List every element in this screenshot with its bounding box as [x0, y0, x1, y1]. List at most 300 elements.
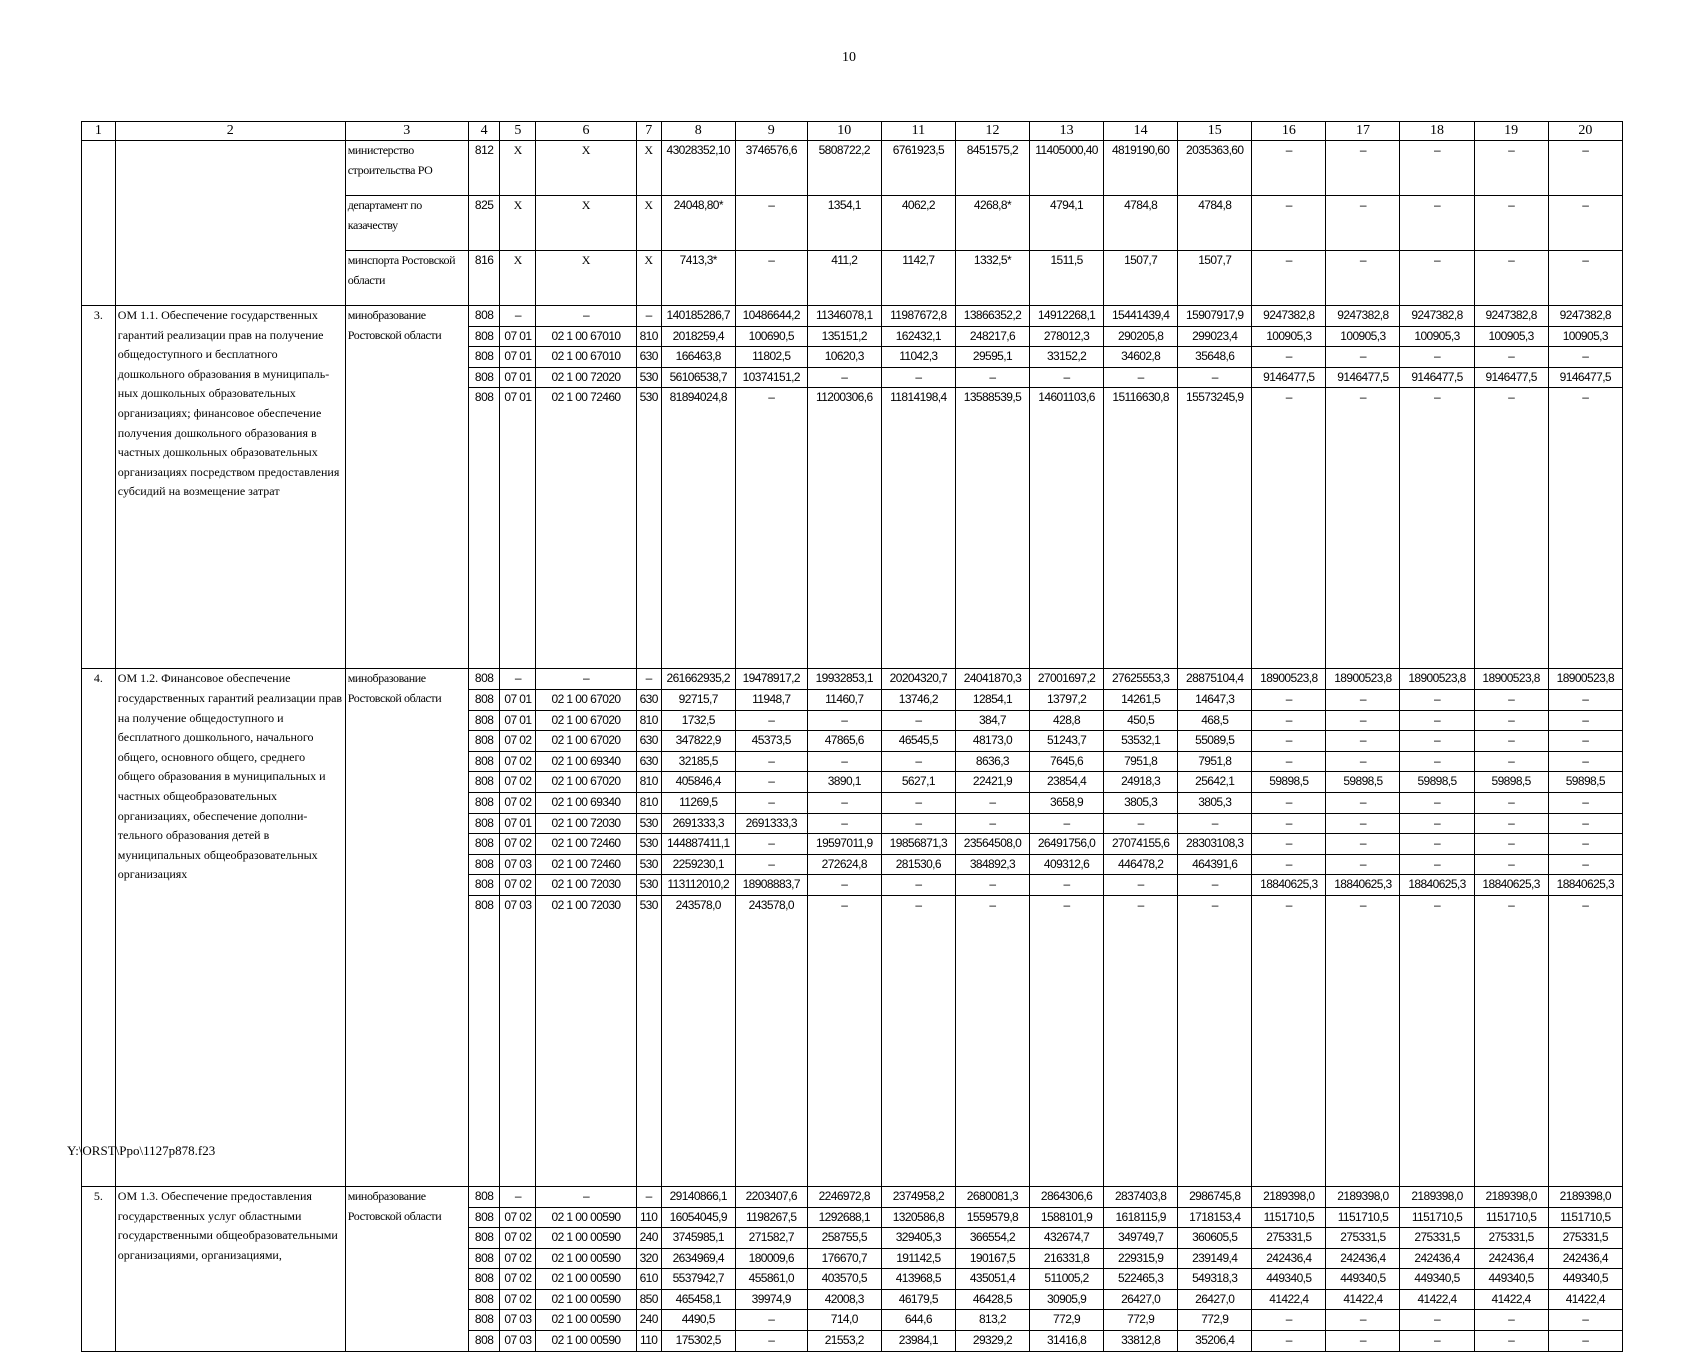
- value-cell: –: [807, 813, 881, 834]
- rzpr-cell: X: [500, 141, 536, 196]
- rzpr-cell: 07 01: [500, 689, 536, 710]
- rzpr-cell: 07 01: [500, 388, 536, 669]
- value-cell: 53532,1: [1104, 731, 1178, 752]
- vr-cell: X: [636, 196, 661, 251]
- value-cell: –: [1400, 196, 1474, 251]
- value-cell: 405846,4: [661, 772, 735, 793]
- value-cell: –: [1474, 1310, 1548, 1331]
- value-cell: 18908883,7: [735, 875, 807, 896]
- value-cell: 135151,2: [807, 326, 881, 347]
- value-cell: 2691333,3: [661, 813, 735, 834]
- value-cell: –: [1400, 388, 1474, 669]
- value-cell: 13797,2: [1030, 689, 1104, 710]
- rzpr-cell: –: [500, 669, 536, 690]
- value-cell: 1507,7: [1178, 251, 1252, 306]
- csr-cell: 02 1 00 00590: [536, 1310, 636, 1331]
- value-cell: 4268,8*: [955, 196, 1029, 251]
- value-cell: 450,5: [1104, 710, 1178, 731]
- value-cell: 411,2: [807, 251, 881, 306]
- gbrs-cell: 808: [468, 751, 500, 772]
- gbrs-cell: 808: [468, 1269, 500, 1290]
- value-cell: –: [1326, 141, 1400, 196]
- csr-cell: 02 1 00 72030: [536, 895, 636, 1186]
- rzpr-cell: 07 01: [500, 347, 536, 368]
- value-cell: –: [1252, 141, 1326, 196]
- value-cell: –: [807, 895, 881, 1186]
- value-cell: 9247382,8: [1252, 306, 1326, 327]
- value-cell: 449340,5: [1474, 1269, 1548, 1290]
- vr-cell: X: [636, 141, 661, 196]
- value-cell: 42008,3: [807, 1289, 881, 1310]
- value-cell: 51243,7: [1030, 731, 1104, 752]
- vr-cell: 610: [636, 1269, 661, 1290]
- value-cell: –: [881, 875, 955, 896]
- value-cell: 275331,5: [1252, 1228, 1326, 1249]
- value-cell: 35648,6: [1178, 347, 1252, 368]
- rzpr-cell: –: [500, 306, 536, 327]
- value-cell: 1151710,5: [1252, 1207, 1326, 1228]
- rzpr-cell: 07 03: [500, 895, 536, 1186]
- value-cell: 464391,6: [1178, 854, 1252, 875]
- csr-cell: 02 1 00 00590: [536, 1289, 636, 1310]
- value-cell: 449340,5: [1326, 1269, 1400, 1290]
- value-cell: 190167,5: [955, 1248, 1029, 1269]
- value-cell: 4490,5: [661, 1310, 735, 1331]
- value-cell: 9247382,8: [1326, 306, 1400, 327]
- value-cell: 522465,3: [1104, 1269, 1178, 1290]
- vr-cell: –: [636, 1186, 661, 1207]
- value-cell: 13746,2: [881, 689, 955, 710]
- rzpr-cell: 07 01: [500, 367, 536, 388]
- value-cell: 162432,1: [881, 326, 955, 347]
- value-cell: 366554,2: [955, 1228, 1029, 1249]
- value-cell: 27625553,3: [1104, 669, 1178, 690]
- value-cell: –: [1030, 813, 1104, 834]
- value-cell: –: [955, 895, 1029, 1186]
- value-cell: 347822,9: [661, 731, 735, 752]
- value-cell: –: [1474, 895, 1548, 1186]
- csr-cell: –: [536, 669, 636, 690]
- vr-cell: 810: [636, 710, 661, 731]
- csr-cell: 02 1 00 00590: [536, 1331, 636, 1352]
- value-cell: 1198267,5: [735, 1207, 807, 1228]
- value-cell: –: [1104, 813, 1178, 834]
- gbrs-cell: 808: [468, 388, 500, 669]
- value-cell: 409312,6: [1030, 854, 1104, 875]
- activity-name-cell: ОМ 1.2. Финансовое обеспечение государственных гарантий реализации прав на получение общедоступного и бесплатного дошкольного, начального общего, основного общего, среднего общего образования в муниципальных и частных общеобразовательных организациях, обеспечение дополнительного образования детей в муниципальных общеобразовательных организациях: [115, 669, 345, 1187]
- gbrs-cell: 808: [468, 1248, 500, 1269]
- value-cell: 18840625,3: [1548, 875, 1622, 896]
- value-cell: 46428,5: [955, 1289, 1029, 1310]
- vr-cell: 530: [636, 875, 661, 896]
- header-cell: 8: [661, 122, 735, 141]
- value-cell: –: [1548, 813, 1622, 834]
- value-cell: 100905,3: [1252, 326, 1326, 347]
- value-cell: 239149,4: [1178, 1248, 1252, 1269]
- gbrs-cell: 816: [468, 251, 500, 306]
- vr-cell: 530: [636, 834, 661, 855]
- value-cell: 7645,6: [1030, 751, 1104, 772]
- value-cell: 140185286,7: [661, 306, 735, 327]
- value-cell: –: [1326, 834, 1400, 855]
- activity-name-cell: [115, 141, 345, 306]
- value-cell: 290205,8: [1104, 326, 1178, 347]
- value-cell: 175302,5: [661, 1331, 735, 1352]
- value-cell: –: [1400, 689, 1474, 710]
- header-cell: 11: [881, 122, 955, 141]
- value-cell: –: [735, 792, 807, 813]
- value-cell: 1507,7: [1104, 251, 1178, 306]
- csr-cell: 02 1 00 67010: [536, 326, 636, 347]
- vr-cell: 530: [636, 388, 661, 669]
- header-cell: 12: [955, 122, 1029, 141]
- table-row: [82, 306, 1623, 327]
- value-cell: –: [1400, 895, 1474, 1186]
- vr-cell: 810: [636, 792, 661, 813]
- value-cell: –: [1326, 347, 1400, 368]
- gbrs-cell: 808: [468, 875, 500, 896]
- vr-cell: 810: [636, 772, 661, 793]
- value-cell: 3805,3: [1178, 792, 1252, 813]
- value-cell: 1718153,4: [1178, 1207, 1252, 1228]
- value-cell: –: [1252, 196, 1326, 251]
- csr-cell: 02 1 00 67010: [536, 347, 636, 368]
- value-cell: –: [1030, 895, 1104, 1186]
- value-cell: –: [1326, 196, 1400, 251]
- gbrs-cell: 808: [468, 772, 500, 793]
- rzpr-cell: 07 02: [500, 751, 536, 772]
- value-cell: –: [1474, 251, 1548, 306]
- value-cell: 242436,4: [1252, 1248, 1326, 1269]
- value-cell: 2203407,6: [735, 1186, 807, 1207]
- footer-file-path: Y:\ORST\Ppo\1127p878.f23: [67, 1143, 216, 1158]
- value-cell: 2189398,0: [1252, 1186, 1326, 1207]
- header-cell: 20: [1548, 122, 1622, 141]
- value-cell: 1559579,8: [955, 1207, 1029, 1228]
- rzpr-cell: 07 02: [500, 772, 536, 793]
- value-cell: 24041870,3: [955, 669, 1029, 690]
- value-cell: 14261,5: [1104, 689, 1178, 710]
- value-cell: 2986745,8: [1178, 1186, 1252, 1207]
- value-cell: 2259230,1: [661, 854, 735, 875]
- header-cell: 15: [1178, 122, 1252, 141]
- value-cell: –: [1104, 367, 1178, 388]
- value-cell: 29329,2: [955, 1331, 1029, 1352]
- value-cell: 772,9: [1030, 1310, 1104, 1331]
- value-cell: 33152,2: [1030, 347, 1104, 368]
- rzpr-cell: 07 03: [500, 854, 536, 875]
- vr-cell: –: [636, 306, 661, 327]
- value-cell: 449340,5: [1252, 1269, 1326, 1290]
- value-cell: 16054045,9: [661, 1207, 735, 1228]
- value-cell: –: [735, 1331, 807, 1352]
- value-cell: 18900523,8: [1548, 669, 1622, 690]
- value-cell: 15907917,9: [1178, 306, 1252, 327]
- csr-cell: 02 1 00 00590: [536, 1269, 636, 1290]
- csr-cell: X: [536, 141, 636, 196]
- rzpr-cell: 07 02: [500, 834, 536, 855]
- value-cell: 14601103,6: [1030, 388, 1104, 669]
- row-number-cell: 4.: [82, 669, 116, 1187]
- vr-cell: 630: [636, 347, 661, 368]
- value-cell: 9146477,5: [1252, 367, 1326, 388]
- value-cell: –: [1474, 347, 1548, 368]
- vr-cell: 630: [636, 731, 661, 752]
- gbrs-cell: 808: [468, 1207, 500, 1228]
- value-cell: 43028352,10: [661, 141, 735, 196]
- value-cell: 180009,6: [735, 1248, 807, 1269]
- value-cell: 59898,5: [1400, 772, 1474, 793]
- value-cell: 11042,3: [881, 347, 955, 368]
- vr-cell: 810: [636, 326, 661, 347]
- value-cell: –: [735, 710, 807, 731]
- csr-cell: 02 1 00 00590: [536, 1248, 636, 1269]
- value-cell: 242436,4: [1474, 1248, 1548, 1269]
- value-cell: –: [955, 875, 1029, 896]
- value-cell: 455861,0: [735, 1269, 807, 1290]
- value-cell: –: [1474, 710, 1548, 731]
- csr-cell: 02 1 00 00590: [536, 1228, 636, 1249]
- value-cell: 278012,3: [1030, 326, 1104, 347]
- value-cell: 18840625,3: [1326, 875, 1400, 896]
- value-cell: 299023,4: [1178, 326, 1252, 347]
- row-number-cell: 5.: [82, 1186, 116, 1351]
- value-cell: –: [735, 1310, 807, 1331]
- value-cell: 29595,1: [955, 347, 1029, 368]
- rzpr-cell: 07 01: [500, 326, 536, 347]
- value-cell: –: [1400, 710, 1474, 731]
- value-cell: 644,6: [881, 1310, 955, 1331]
- table-row: [82, 669, 1623, 690]
- value-cell: 24048,80*: [661, 196, 735, 251]
- value-cell: 113112010,2: [661, 875, 735, 896]
- gbrs-cell: 808: [468, 1186, 500, 1207]
- value-cell: –: [1104, 895, 1178, 1186]
- value-cell: –: [1252, 1331, 1326, 1352]
- header-cell: 7: [636, 122, 661, 141]
- value-cell: –: [1326, 895, 1400, 1186]
- value-cell: 275331,5: [1474, 1228, 1548, 1249]
- value-cell: 413968,5: [881, 1269, 955, 1290]
- value-cell: 9247382,8: [1548, 306, 1622, 327]
- gbrs-cell: 808: [468, 347, 500, 368]
- value-cell: 27074155,6: [1104, 834, 1178, 855]
- value-cell: –: [1474, 834, 1548, 855]
- value-cell: –: [735, 834, 807, 855]
- value-cell: –: [1252, 731, 1326, 752]
- value-cell: –: [881, 895, 955, 1186]
- value-cell: –: [1400, 731, 1474, 752]
- value-cell: 7951,8: [1104, 751, 1178, 772]
- value-cell: 272624,8: [807, 854, 881, 875]
- value-cell: –: [735, 251, 807, 306]
- csr-cell: 02 1 00 72020: [536, 367, 636, 388]
- header-cell: 16: [1252, 122, 1326, 141]
- value-cell: 349749,7: [1104, 1228, 1178, 1249]
- value-cell: 55089,5: [1178, 731, 1252, 752]
- value-cell: 20204320,7: [881, 669, 955, 690]
- value-cell: –: [1252, 1310, 1326, 1331]
- gbrs-cell: 808: [468, 854, 500, 875]
- value-cell: 100905,3: [1400, 326, 1474, 347]
- value-cell: –: [1400, 751, 1474, 772]
- value-cell: –: [1400, 854, 1474, 875]
- gbrs-cell: 808: [468, 895, 500, 1186]
- value-cell: 18900523,8: [1474, 669, 1548, 690]
- rzpr-cell: 07 02: [500, 1269, 536, 1290]
- csr-cell: –: [536, 1186, 636, 1207]
- value-cell: 10620,3: [807, 347, 881, 368]
- value-cell: –: [881, 710, 955, 731]
- value-cell: 2374958,2: [881, 1186, 955, 1207]
- gbrs-cell: 808: [468, 326, 500, 347]
- value-cell: 1151710,5: [1548, 1207, 1622, 1228]
- rzpr-cell: X: [500, 196, 536, 251]
- value-cell: –: [1178, 813, 1252, 834]
- value-cell: 35206,4: [1178, 1331, 1252, 1352]
- gbrs-cell: 808: [468, 306, 500, 327]
- gbrs-cell: 808: [468, 689, 500, 710]
- value-cell: –: [955, 367, 1029, 388]
- value-cell: –: [1474, 813, 1548, 834]
- value-cell: 13866352,2: [955, 306, 1029, 327]
- value-cell: 2246972,8: [807, 1186, 881, 1207]
- value-cell: 1292688,1: [807, 1207, 881, 1228]
- value-cell: 29140866,1: [661, 1186, 735, 1207]
- value-cell: 9146477,5: [1400, 367, 1474, 388]
- value-cell: –: [1548, 251, 1622, 306]
- value-cell: 18900523,8: [1400, 669, 1474, 690]
- value-cell: 26491756,0: [1030, 834, 1104, 855]
- rzpr-cell: 07 01: [500, 710, 536, 731]
- value-cell: 275331,5: [1548, 1228, 1622, 1249]
- value-cell: 15116630,8: [1104, 388, 1178, 669]
- value-cell: 360605,5: [1178, 1228, 1252, 1249]
- value-cell: –: [1252, 751, 1326, 772]
- vr-cell: 850: [636, 1289, 661, 1310]
- value-cell: –: [1548, 1331, 1622, 1352]
- value-cell: 166463,8: [661, 347, 735, 368]
- value-cell: –: [1548, 792, 1622, 813]
- value-cell: 11405000,40: [1030, 141, 1104, 196]
- value-cell: 24918,3: [1104, 772, 1178, 793]
- csr-cell: 02 1 00 67020: [536, 710, 636, 731]
- value-cell: 13588539,5: [955, 388, 1029, 669]
- gbrs-cell: 808: [468, 1331, 500, 1352]
- value-cell: 772,9: [1104, 1310, 1178, 1331]
- value-cell: 9146477,5: [1474, 367, 1548, 388]
- value-cell: –: [881, 813, 955, 834]
- gbrs-cell: 808: [468, 367, 500, 388]
- value-cell: –: [1178, 875, 1252, 896]
- value-cell: –: [1326, 1310, 1400, 1331]
- value-cell: 275331,5: [1400, 1228, 1474, 1249]
- value-cell: 5627,1: [881, 772, 955, 793]
- value-cell: –: [735, 854, 807, 875]
- value-cell: 1588101,9: [1030, 1207, 1104, 1228]
- value-cell: 30905,9: [1030, 1289, 1104, 1310]
- value-cell: 549318,3: [1178, 1269, 1252, 1290]
- value-cell: 261662935,2: [661, 669, 735, 690]
- value-cell: –: [1252, 854, 1326, 875]
- value-cell: 329405,3: [881, 1228, 955, 1249]
- value-cell: –: [1548, 895, 1622, 1186]
- value-cell: –: [1252, 813, 1326, 834]
- value-cell: 18840625,3: [1400, 875, 1474, 896]
- value-cell: –: [1548, 388, 1622, 669]
- value-cell: 31416,8: [1030, 1331, 1104, 1352]
- value-cell: 435051,4: [955, 1269, 1029, 1290]
- value-cell: –: [1104, 875, 1178, 896]
- csr-cell: 02 1 00 69340: [536, 792, 636, 813]
- value-cell: –: [881, 751, 955, 772]
- value-cell: –: [1548, 689, 1622, 710]
- rzpr-cell: 07 03: [500, 1310, 536, 1331]
- value-cell: –: [1474, 388, 1548, 669]
- value-cell: 59898,5: [1326, 772, 1400, 793]
- value-cell: –: [955, 792, 1029, 813]
- value-cell: –: [1548, 347, 1622, 368]
- value-cell: 46179,5: [881, 1289, 955, 1310]
- activity-name-cell: ОМ 1.1. Обеспечение государственных гарантий реализации прав на получение общедоступного и бесплатного дошкольного образования в муниципальных дошкольных образовательных организациях; финансовое обеспечение получения дошкольного образования в частных дошкольных образовательных организациях посредством предоставления субсидий на возмещение затрат: [115, 306, 345, 669]
- value-cell: 11200306,6: [807, 388, 881, 669]
- value-cell: 2189398,0: [1474, 1186, 1548, 1207]
- value-cell: 6761923,5: [881, 141, 955, 196]
- value-cell: 7951,8: [1178, 751, 1252, 772]
- value-cell: 46545,5: [881, 731, 955, 752]
- rzpr-cell: 07 02: [500, 1207, 536, 1228]
- table-row: [82, 1186, 1623, 1207]
- value-cell: 14912268,1: [1030, 306, 1104, 327]
- value-cell: 15573245,9: [1178, 388, 1252, 669]
- value-cell: 41422,4: [1400, 1289, 1474, 1310]
- value-cell: 449340,5: [1548, 1269, 1622, 1290]
- value-cell: 92715,7: [661, 689, 735, 710]
- value-cell: 9247382,8: [1400, 306, 1474, 327]
- gbrs-cell: 808: [468, 731, 500, 752]
- value-cell: –: [1252, 710, 1326, 731]
- gbrs-cell: 808: [468, 813, 500, 834]
- value-cell: –: [881, 367, 955, 388]
- value-cell: 4819190,60: [1104, 141, 1178, 196]
- value-cell: 144887411,1: [661, 834, 735, 855]
- value-cell: –: [1326, 388, 1400, 669]
- value-cell: –: [1326, 792, 1400, 813]
- value-cell: –: [1400, 792, 1474, 813]
- value-cell: –: [1400, 834, 1474, 855]
- value-cell: 11460,7: [807, 689, 881, 710]
- value-cell: 4784,8: [1178, 196, 1252, 251]
- rzpr-cell: 07 02: [500, 1228, 536, 1249]
- value-cell: –: [735, 196, 807, 251]
- budget-table: [81, 121, 1623, 1352]
- value-cell: 242436,4: [1326, 1248, 1400, 1269]
- vr-cell: 530: [636, 813, 661, 834]
- value-cell: –: [1474, 1331, 1548, 1352]
- value-cell: 1618115,9: [1104, 1207, 1178, 1228]
- value-cell: 41422,4: [1474, 1289, 1548, 1310]
- value-cell: 26427,0: [1178, 1289, 1252, 1310]
- value-cell: 33812,8: [1104, 1331, 1178, 1352]
- value-cell: 47865,6: [807, 731, 881, 752]
- value-cell: 23854,4: [1030, 772, 1104, 793]
- value-cell: –: [1178, 367, 1252, 388]
- header-cell: 4: [468, 122, 500, 141]
- csr-cell: 02 1 00 00590: [536, 1207, 636, 1228]
- value-cell: 271582,7: [735, 1228, 807, 1249]
- csr-cell: –: [536, 306, 636, 327]
- value-cell: 26427,0: [1104, 1289, 1178, 1310]
